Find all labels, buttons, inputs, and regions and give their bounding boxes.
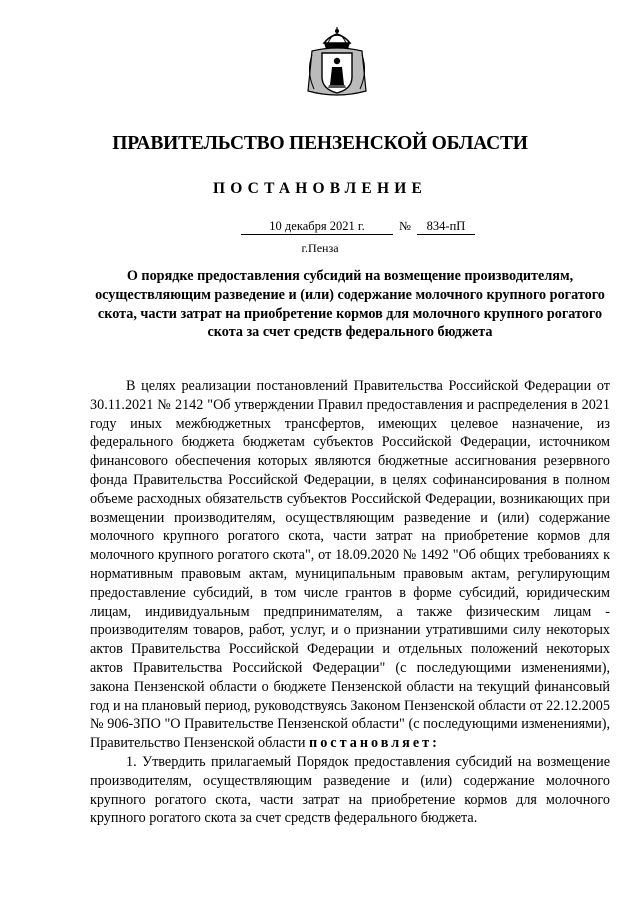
- preamble-text: В целях реализации постановлений Правительства Российской Федерации от 30.11.2021 № 2142 "Об утверждении Правил предоставления и распределения в 2021 году иных межбюджетных трансфертов, имеющих целевое назначение, из федерального бюджета бюджетам субъектов Российской Федерации, источником финансового обеспечения которых являются бюджетные ассигнования резервного фонда Правительства Российской Федерации, в целях софинансирования в полном объеме расходных обязательств субъектов Российской Федерации, возникающих при возмещении производителям, осуществляющим разведение и (или) содержание молочного крупного рогатого скота, части затрат на приобретение кормов для молочного крупного рогатого скота", от 18.09.2020 № 1492 "Об общих требованиях к нормативным правовым актам, муниципальным правовым актам, регулирующим предоставление субсидий, в том числе грантов в форме субсидий, юридическим лицам, индивидуальным предпринимателям, а также физическим лицам - производителям товаров, работ, услуг, и о признании утратившими силу некоторых актов Правительства Российской Федерации и отдельных положений некоторых актов Правительства Российской Федерации" (с последующими изменениями), закона Пензенской области о бюджете Пензенской области на текущий финансовый год и на плановый период, руководствуясь Законом Пензенской области от 22.12.2005 № 906-ЗПО "О Правительстве Пензенской области" (с последующими изменениями), Правительство Пензенской области: [90, 378, 610, 752]
- document-subject: О порядке предоставления субсидий на возмещение производителям, осуществляющим разведение и (или) содержание молочного крупного рогатого скота, части затрат на приобретение кормов для молочного крупного рогатого скота за счет средств федерального бюджета: [95, 268, 605, 341]
- city: г.Пенза: [301, 241, 339, 255]
- document-number: 834-пП: [417, 218, 475, 235]
- penza-coat-of-arms-icon: [302, 25, 372, 99]
- item-1-paragraph: 1. Утвердить прилагаемый Порядок предоставления субсидий на возмещение производителям, осуществляющим разведение и (или) содержание молочного крупного рогатого скота, части затрат на приобретение кормов для молочного крупного рогатого скота за счет средств федерального бюджета.: [90, 753, 610, 827]
- preamble-paragraph: [90, 377, 610, 753]
- document-type: ПОСТАНОВЛЕНИЕ: [212, 180, 428, 197]
- government-name: ПРАВИТЕЛЬСТВО ПЕНЗЕНСКОЙ ОБЛАСТИ: [112, 133, 528, 154]
- decree-word: постановляет:: [309, 735, 440, 752]
- document-body: [90, 377, 610, 828]
- date-number-line: [0, 218, 640, 238]
- document-date: 10 декабря 2021 г.: [241, 218, 393, 235]
- number-sign: №: [399, 219, 411, 233]
